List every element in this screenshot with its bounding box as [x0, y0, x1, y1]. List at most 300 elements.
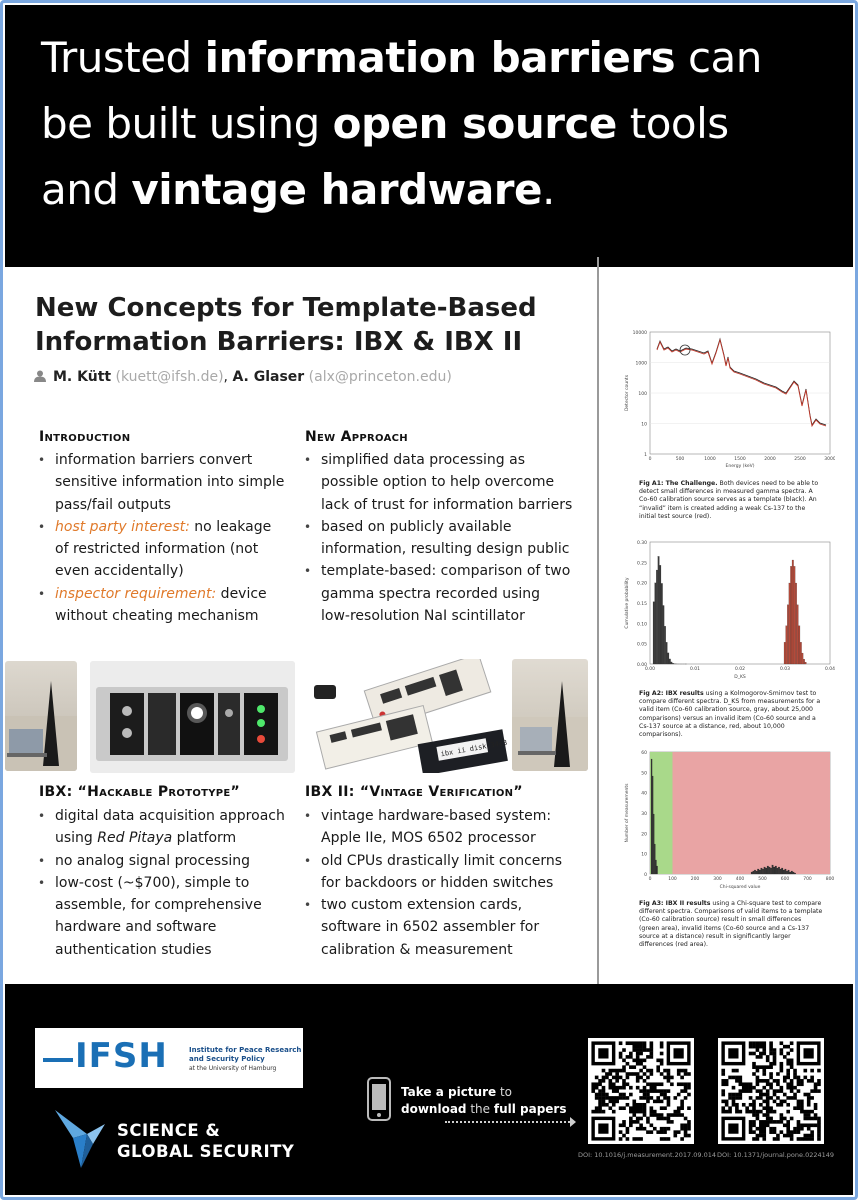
- qr-module: [619, 1055, 623, 1059]
- qr-module: [663, 1137, 667, 1141]
- qr-module: [752, 1065, 756, 1069]
- qr-module: [656, 1065, 660, 1069]
- qr-module: [728, 1093, 732, 1097]
- qr-module: [612, 1086, 616, 1090]
- qr-module: [619, 1137, 623, 1141]
- y-tick-label: 60: [641, 751, 647, 756]
- qr-module: [735, 1069, 739, 1073]
- x-tick-label: 1500: [734, 457, 746, 462]
- qr-module: [680, 1089, 684, 1093]
- ibx-device-photo: [90, 661, 295, 773]
- qr-module: [766, 1079, 770, 1083]
- list-item: • host party interest: no leakage of restricted information (not even accidentally): [35, 516, 285, 583]
- qr-module: [780, 1041, 784, 1045]
- qr-module: [663, 1127, 667, 1131]
- qr-module: [684, 1130, 688, 1134]
- doi-paper2[interactable]: DOI: 10.1371/journal.pone.0224149: [717, 1151, 835, 1159]
- qr-module: [636, 1076, 640, 1080]
- qr-module: [807, 1127, 811, 1131]
- qr-module: [745, 1082, 749, 1086]
- qr-module: [673, 1096, 677, 1100]
- column-divider: [597, 257, 599, 987]
- qr-module: [762, 1052, 766, 1056]
- qr-module: [752, 1137, 756, 1141]
- qr-module: [646, 1093, 650, 1097]
- qr-module: [646, 1082, 650, 1086]
- qr-module: [739, 1082, 743, 1086]
- qr-module: [756, 1055, 760, 1059]
- qr-module: [756, 1069, 760, 1073]
- qr-module: [609, 1086, 613, 1090]
- qr-module: [622, 1093, 626, 1097]
- list-item: • vintage hardware-based system: Apple IIe, MOS 6502 processor: [301, 805, 573, 850]
- qr-module: [786, 1076, 790, 1080]
- qr-module: [817, 1137, 821, 1141]
- qr-module: [639, 1076, 643, 1080]
- qr-module: [605, 1093, 609, 1097]
- qr-module: [667, 1089, 671, 1093]
- qr-module: [814, 1113, 818, 1117]
- qr-module: [735, 1096, 739, 1100]
- qr-module: [626, 1082, 630, 1086]
- qr-module: [721, 1089, 725, 1093]
- qr-module: [650, 1096, 654, 1100]
- qr-module: [797, 1123, 801, 1127]
- qr-module: [790, 1082, 794, 1086]
- qr-module: [773, 1100, 777, 1104]
- histogram-bar: [777, 868, 779, 874]
- histogram-bar: [671, 662, 673, 664]
- qr-module: [728, 1076, 732, 1080]
- qr-module: [602, 1110, 606, 1114]
- qr-module: [749, 1089, 753, 1093]
- qr-module: [650, 1055, 654, 1059]
- histogram-bar: [653, 602, 655, 664]
- author-name: M. Kütt: [53, 369, 112, 385]
- qr-module: [612, 1110, 616, 1114]
- list-item: • digital data acquisition approach using Red Pitaya platform: [35, 805, 285, 850]
- qr-module: [663, 1093, 667, 1097]
- qr-module: [595, 1106, 599, 1110]
- qr-module: [810, 1123, 814, 1127]
- qr-module: [790, 1089, 794, 1093]
- histogram-bar: [794, 873, 796, 874]
- x-tick-label: 100: [668, 877, 677, 882]
- qr-module: [780, 1065, 784, 1069]
- qr-module: [598, 1093, 602, 1097]
- qr-module: [732, 1093, 736, 1097]
- histogram-bar: [753, 871, 755, 874]
- qr-module: [650, 1086, 654, 1090]
- qr-module: [762, 1041, 766, 1045]
- intro-heading: Introduction: [39, 429, 131, 445]
- qr-module: [629, 1052, 633, 1056]
- x-tick-label: 800: [825, 877, 835, 882]
- qr-module: [759, 1127, 763, 1131]
- qr-module: [776, 1137, 780, 1141]
- qr-module: [800, 1082, 804, 1086]
- qr-module: [650, 1123, 654, 1127]
- qr-module: [773, 1055, 777, 1059]
- y-axis-label: Cumulative probability: [625, 577, 630, 629]
- qr-module: [783, 1079, 787, 1083]
- qr-module: [749, 1120, 753, 1124]
- qr-module: [656, 1130, 660, 1134]
- qr-module: [667, 1103, 671, 1107]
- headline-text: can: [675, 33, 762, 82]
- x-tick-label: 300: [713, 877, 722, 882]
- qr-module: [684, 1082, 688, 1086]
- qr-module: [684, 1123, 688, 1127]
- list-item: • based on publicly available information, resulting design public: [301, 516, 573, 561]
- qr-module: [667, 1069, 671, 1073]
- qr-module: [745, 1110, 749, 1114]
- histogram-bar: [803, 659, 805, 664]
- qr-module: [626, 1062, 630, 1066]
- qr-module: [612, 1076, 616, 1080]
- qr-module: [673, 1110, 677, 1114]
- x-tick-label: 0: [648, 457, 652, 462]
- qr-module: [670, 1076, 674, 1080]
- qr-module: [622, 1059, 626, 1063]
- y-tick-label: 0.25: [636, 561, 647, 567]
- histogram-bar: [787, 605, 789, 664]
- qr-module: [653, 1086, 657, 1090]
- qr-module: [660, 1130, 664, 1134]
- qr-module: [728, 1110, 732, 1114]
- qr-module: [786, 1059, 790, 1063]
- qr-module: [803, 1113, 807, 1117]
- qr-module: [615, 1096, 619, 1100]
- approach-list: [301, 449, 573, 627]
- qr-module: [756, 1045, 760, 1049]
- headline-text: Trusted: [41, 33, 205, 82]
- ibx2-list: [301, 805, 573, 961]
- qr-module: [677, 1069, 681, 1073]
- qr-module: [769, 1065, 773, 1069]
- qr-module: [687, 1072, 691, 1076]
- qr-module: [810, 1069, 814, 1073]
- fig-a1: [620, 327, 835, 477]
- y-tick-label: 0.00: [636, 663, 647, 668]
- x-tick-label: 0.00: [644, 667, 656, 672]
- fig-a2-caption: Fig A2: IBX results using a Kolmogorov-Smirnov test to compare different spectra. D_KS from measurements for a valid item (Co-60 calibration source, gray, about 25,000 comparisons) versus an invalid item (Co-60 source and a Cs-137 source at a distance, red, about 10,000 comparisons).: [639, 690, 821, 739]
- histogram-bar: [788, 870, 790, 874]
- qr-module: [622, 1048, 626, 1052]
- histogram-bar: [658, 556, 660, 664]
- qr-module: [807, 1096, 811, 1100]
- histogram-bar: [751, 872, 753, 874]
- qr-module: [602, 1079, 606, 1083]
- qr-module: [810, 1130, 814, 1134]
- arrow-head-icon: [570, 1117, 576, 1127]
- qr-module: [762, 1079, 766, 1083]
- qr-module: [797, 1082, 801, 1086]
- sgs-bird-icon: [51, 1104, 107, 1172]
- qr-module: [762, 1093, 766, 1097]
- qr-module: [773, 1048, 777, 1052]
- qr-module: [749, 1096, 753, 1100]
- qr-module: [786, 1123, 790, 1127]
- qr-module: [598, 1103, 602, 1107]
- qr-module: [790, 1062, 794, 1066]
- qr-module: [643, 1113, 647, 1117]
- y-tick-label: 1000: [635, 361, 647, 367]
- x-tick-label: 3000: [824, 457, 835, 462]
- qr-module: [780, 1086, 784, 1090]
- qr-module: [810, 1076, 814, 1080]
- qr-module: [756, 1117, 760, 1121]
- qr-module: [797, 1137, 801, 1141]
- qr-module: [602, 1089, 606, 1093]
- qr-module: [797, 1089, 801, 1093]
- qr-module: [786, 1127, 790, 1131]
- qr-module: [800, 1110, 804, 1114]
- qr-module: [639, 1069, 643, 1073]
- histogram-bar: [802, 653, 804, 664]
- qr-module: [793, 1076, 797, 1080]
- qr-module: [773, 1059, 777, 1063]
- doi-paper1[interactable]: DOI: 10.1016/j.measurement.2017.09.014: [578, 1151, 717, 1159]
- x-tick-label: 2000: [764, 457, 776, 462]
- qr-module: [762, 1137, 766, 1141]
- qr-module: [762, 1134, 766, 1138]
- qr-module: [739, 1079, 743, 1083]
- qr-module: [684, 1127, 688, 1131]
- qr-module: [797, 1079, 801, 1083]
- qr-module: [687, 1086, 691, 1090]
- qr-module: [650, 1041, 654, 1045]
- fig-a3: [620, 747, 835, 897]
- qr-module: [790, 1130, 794, 1134]
- qr-module: [807, 1093, 811, 1097]
- qr-finder: [728, 1048, 738, 1058]
- qr-module: [766, 1120, 770, 1124]
- qr-module: [769, 1106, 773, 1110]
- qr-module: [776, 1103, 780, 1107]
- qr-module: [728, 1106, 732, 1110]
- qr-module: [622, 1120, 626, 1124]
- histogram-bar: [759, 870, 761, 874]
- qr-module: [762, 1100, 766, 1104]
- author-email[interactable]: (alx@princeton.edu): [308, 369, 452, 385]
- qr-module: [636, 1048, 640, 1052]
- histogram-bar: [672, 663, 674, 664]
- qr-module: [636, 1106, 640, 1110]
- qr-module: [670, 1120, 674, 1124]
- histogram-bar: [784, 642, 786, 664]
- x-axis-label: D_KS: [734, 675, 746, 680]
- qr-module: [756, 1137, 760, 1141]
- qr-module: [759, 1093, 763, 1097]
- histogram-bar: [797, 605, 799, 664]
- qr-module: [780, 1069, 784, 1073]
- qr-module: [766, 1103, 770, 1107]
- title-line: Information Barriers: IBX & IBX II: [35, 327, 523, 357]
- qr-code-paper1[interactable]: [588, 1038, 694, 1144]
- qr-module: [595, 1110, 599, 1114]
- headline-emphasis: open source: [332, 99, 617, 148]
- qr-module: [803, 1093, 807, 1097]
- y-tick-label: 30: [641, 812, 647, 817]
- qr-module: [660, 1127, 664, 1131]
- qr-module: [749, 1052, 753, 1056]
- qr-module: [629, 1086, 633, 1090]
- qr-module: [803, 1117, 807, 1121]
- qr-module: [639, 1052, 643, 1056]
- qr-module: [803, 1137, 807, 1141]
- detector-image: [5, 661, 77, 771]
- qr-module: [745, 1106, 749, 1110]
- qr-module: [646, 1069, 650, 1073]
- qr-module: [639, 1103, 643, 1107]
- qr-module: [680, 1082, 684, 1086]
- ibx-device-image: [90, 661, 295, 773]
- qr-module: [793, 1106, 797, 1110]
- qr-module: [773, 1120, 777, 1124]
- qr-module: [643, 1079, 647, 1083]
- qr-module: [602, 1069, 606, 1073]
- qr-module: [790, 1096, 794, 1100]
- qr-module: [650, 1089, 654, 1093]
- qr-module: [735, 1110, 739, 1114]
- qr-module: [636, 1059, 640, 1063]
- qr-module: [817, 1082, 821, 1086]
- qr-code-image: [588, 1038, 694, 1144]
- x-axis-label: Energy (keV): [725, 464, 755, 469]
- qr-module: [660, 1089, 664, 1093]
- qr-module: [800, 1123, 804, 1127]
- histogram-bar: [769, 867, 771, 874]
- qr-module: [680, 1127, 684, 1131]
- qr-module: [646, 1130, 650, 1134]
- qr-module: [739, 1076, 743, 1080]
- ifsh-subtitle: at the University of Hamburg: [189, 1065, 277, 1072]
- ibx-detector-photo: [5, 661, 77, 771]
- qr-module: [769, 1110, 773, 1114]
- qr-module: [762, 1072, 766, 1076]
- qr-module: [663, 1069, 667, 1073]
- qr-module: [786, 1045, 790, 1049]
- qr-module: [783, 1134, 787, 1138]
- qr-module: [800, 1106, 804, 1110]
- qr-module: [752, 1106, 756, 1110]
- qr-module: [766, 1110, 770, 1114]
- qr-module: [739, 1110, 743, 1114]
- qr-module: [786, 1072, 790, 1076]
- qr-module: [780, 1089, 784, 1093]
- qr-module: [653, 1110, 657, 1114]
- qr-module: [735, 1093, 739, 1097]
- histogram-bar: [666, 642, 668, 664]
- qr-finder: [673, 1048, 683, 1058]
- qr-module: [756, 1089, 760, 1093]
- qr-module: [639, 1106, 643, 1110]
- qr-module: [615, 1069, 619, 1073]
- approach-heading: New Approach: [305, 429, 408, 445]
- qr-module: [759, 1096, 763, 1100]
- qr-module: [602, 1096, 606, 1100]
- qr-module: [598, 1082, 602, 1086]
- qr-module: [632, 1120, 636, 1124]
- authors: [33, 369, 452, 385]
- list-item: • inspector requirement: device without cheating mechanism: [35, 583, 285, 628]
- qr-module: [756, 1134, 760, 1138]
- author-email[interactable]: (kuett@ifsh.de): [115, 369, 224, 385]
- qr-module: [725, 1082, 729, 1086]
- qr-module: [732, 1086, 736, 1090]
- histogram-bar: [783, 870, 785, 874]
- qr-module: [783, 1055, 787, 1059]
- qr-module: [807, 1113, 811, 1117]
- qr-module: [667, 1113, 671, 1117]
- qr-module: [619, 1076, 623, 1080]
- histogram-bar: [793, 872, 795, 874]
- qr-module: [721, 1072, 725, 1076]
- qr-module: [783, 1123, 787, 1127]
- qr-module: [786, 1086, 790, 1090]
- qr-module: [612, 1089, 616, 1093]
- x-tick-label: 0.03: [779, 667, 791, 672]
- qr-module: [769, 1082, 773, 1086]
- qr-module: [762, 1065, 766, 1069]
- x-tick-label: 500: [675, 457, 685, 462]
- qr-module: [684, 1134, 688, 1138]
- histogram-bar: [764, 867, 766, 874]
- qr-module: [766, 1113, 770, 1117]
- qr-module: [769, 1120, 773, 1124]
- qr-module: [790, 1048, 794, 1052]
- headline-emphasis: vintage hardware: [131, 165, 543, 214]
- qr-module: [790, 1137, 794, 1141]
- qr-module: [797, 1103, 801, 1107]
- qr-module: [609, 1069, 613, 1073]
- qr-module: [807, 1137, 811, 1141]
- y-tick-label: 1: [644, 453, 647, 458]
- y-tick-label: 0.05: [636, 642, 647, 648]
- qr-module: [739, 1096, 743, 1100]
- qr-module: [790, 1086, 794, 1090]
- qr-module: [629, 1041, 633, 1045]
- qr-module: [673, 1113, 677, 1117]
- qr-code-paper2[interactable]: [718, 1038, 824, 1144]
- headline-text: tools: [616, 99, 729, 148]
- qr-module: [636, 1041, 640, 1045]
- list-item: • template-based: comparison of two gamma spectra recorded using low-resolution NaI scintillator: [301, 560, 573, 627]
- qr-module: [632, 1065, 636, 1069]
- qr-module: [752, 1130, 756, 1134]
- qr-module: [749, 1045, 753, 1049]
- qr-module: [643, 1096, 647, 1100]
- fig-a1-caption: Fig A1: The Challenge. Both devices need to be able to detect small differences in measured gamma spectra. A Co-60 calibration source serves as a template (black). An “invalid” item is created adding a weak Cs-137 to the initial test source (red).: [639, 480, 819, 520]
- qr-module: [684, 1069, 688, 1073]
- qr-module: [619, 1123, 623, 1127]
- y-axis-label: Detector counts: [625, 374, 630, 412]
- qr-module: [667, 1120, 671, 1124]
- qr-module: [650, 1052, 654, 1056]
- qr-module: [759, 1065, 763, 1069]
- list-item: • simplified data processing as possible option to help overcome lack of trust for information barriers: [301, 449, 573, 516]
- qr-module: [663, 1130, 667, 1134]
- qr-module: [636, 1072, 640, 1076]
- qr-module: [677, 1082, 681, 1086]
- qr-module: [762, 1045, 766, 1049]
- qr-module: [643, 1093, 647, 1097]
- qr-module: [773, 1079, 777, 1083]
- qr-module: [800, 1100, 804, 1104]
- qr-module: [660, 1117, 664, 1121]
- list-item: • old CPUs drastically limit concerns for backdoors or hidden switches: [301, 850, 573, 895]
